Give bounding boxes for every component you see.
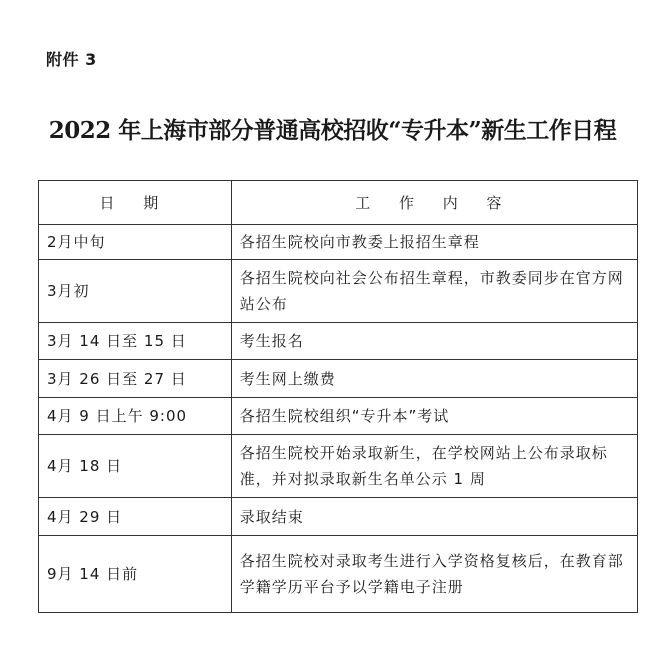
- row-date: 2月中旬: [39, 225, 232, 260]
- attachment-label: 附件 3: [46, 50, 97, 69]
- table-row: [39, 435, 638, 498]
- row-content: 录取结束: [231, 498, 637, 536]
- table-row: [39, 360, 638, 398]
- table-row: [39, 260, 638, 323]
- header-content: 工 作 内 容: [231, 181, 637, 225]
- table-header-row: [39, 181, 638, 225]
- document-title: 2022 年上海市部分普通高校招收“专升本”新生工作日程: [48, 117, 617, 144]
- table-row: [39, 398, 638, 435]
- row-date: 3月初: [39, 260, 232, 323]
- row-content: 考生网上缴费: [231, 360, 637, 398]
- row-date: 3月 26 日至 27 日: [39, 360, 232, 398]
- row-content: 各招生院校向市教委上报招生章程: [231, 225, 637, 260]
- table-row: [39, 225, 638, 260]
- table-row: [39, 498, 638, 536]
- row-date: 4月 29 日: [39, 498, 232, 536]
- row-date: 4月 18 日: [39, 435, 232, 498]
- row-date: 9月 14 日前: [39, 536, 232, 613]
- header-date: 日 期: [39, 181, 232, 225]
- row-content: 各招生院校对录取考生进行入学资格复核后，在教育部学籍学历平台予以学籍电子注册: [231, 536, 637, 613]
- row-date: 4月 9 日上午 9:00: [39, 398, 232, 435]
- row-content: 各招生院校向社会公布招生章程，市教委同步在官方网站公布: [231, 260, 637, 323]
- row-content: 各招生院校开始录取新生，在学校网站上公布录取标准，并对拟录取新生名单公示 1 周: [231, 435, 637, 498]
- schedule-table: [38, 180, 638, 613]
- row-content: 各招生院校组织“专升本”考试: [231, 398, 637, 435]
- row-content: 考生报名: [231, 323, 637, 360]
- table-row: [39, 323, 638, 360]
- row-date: 3月 14 日至 15 日: [39, 323, 232, 360]
- table-row: [39, 536, 638, 613]
